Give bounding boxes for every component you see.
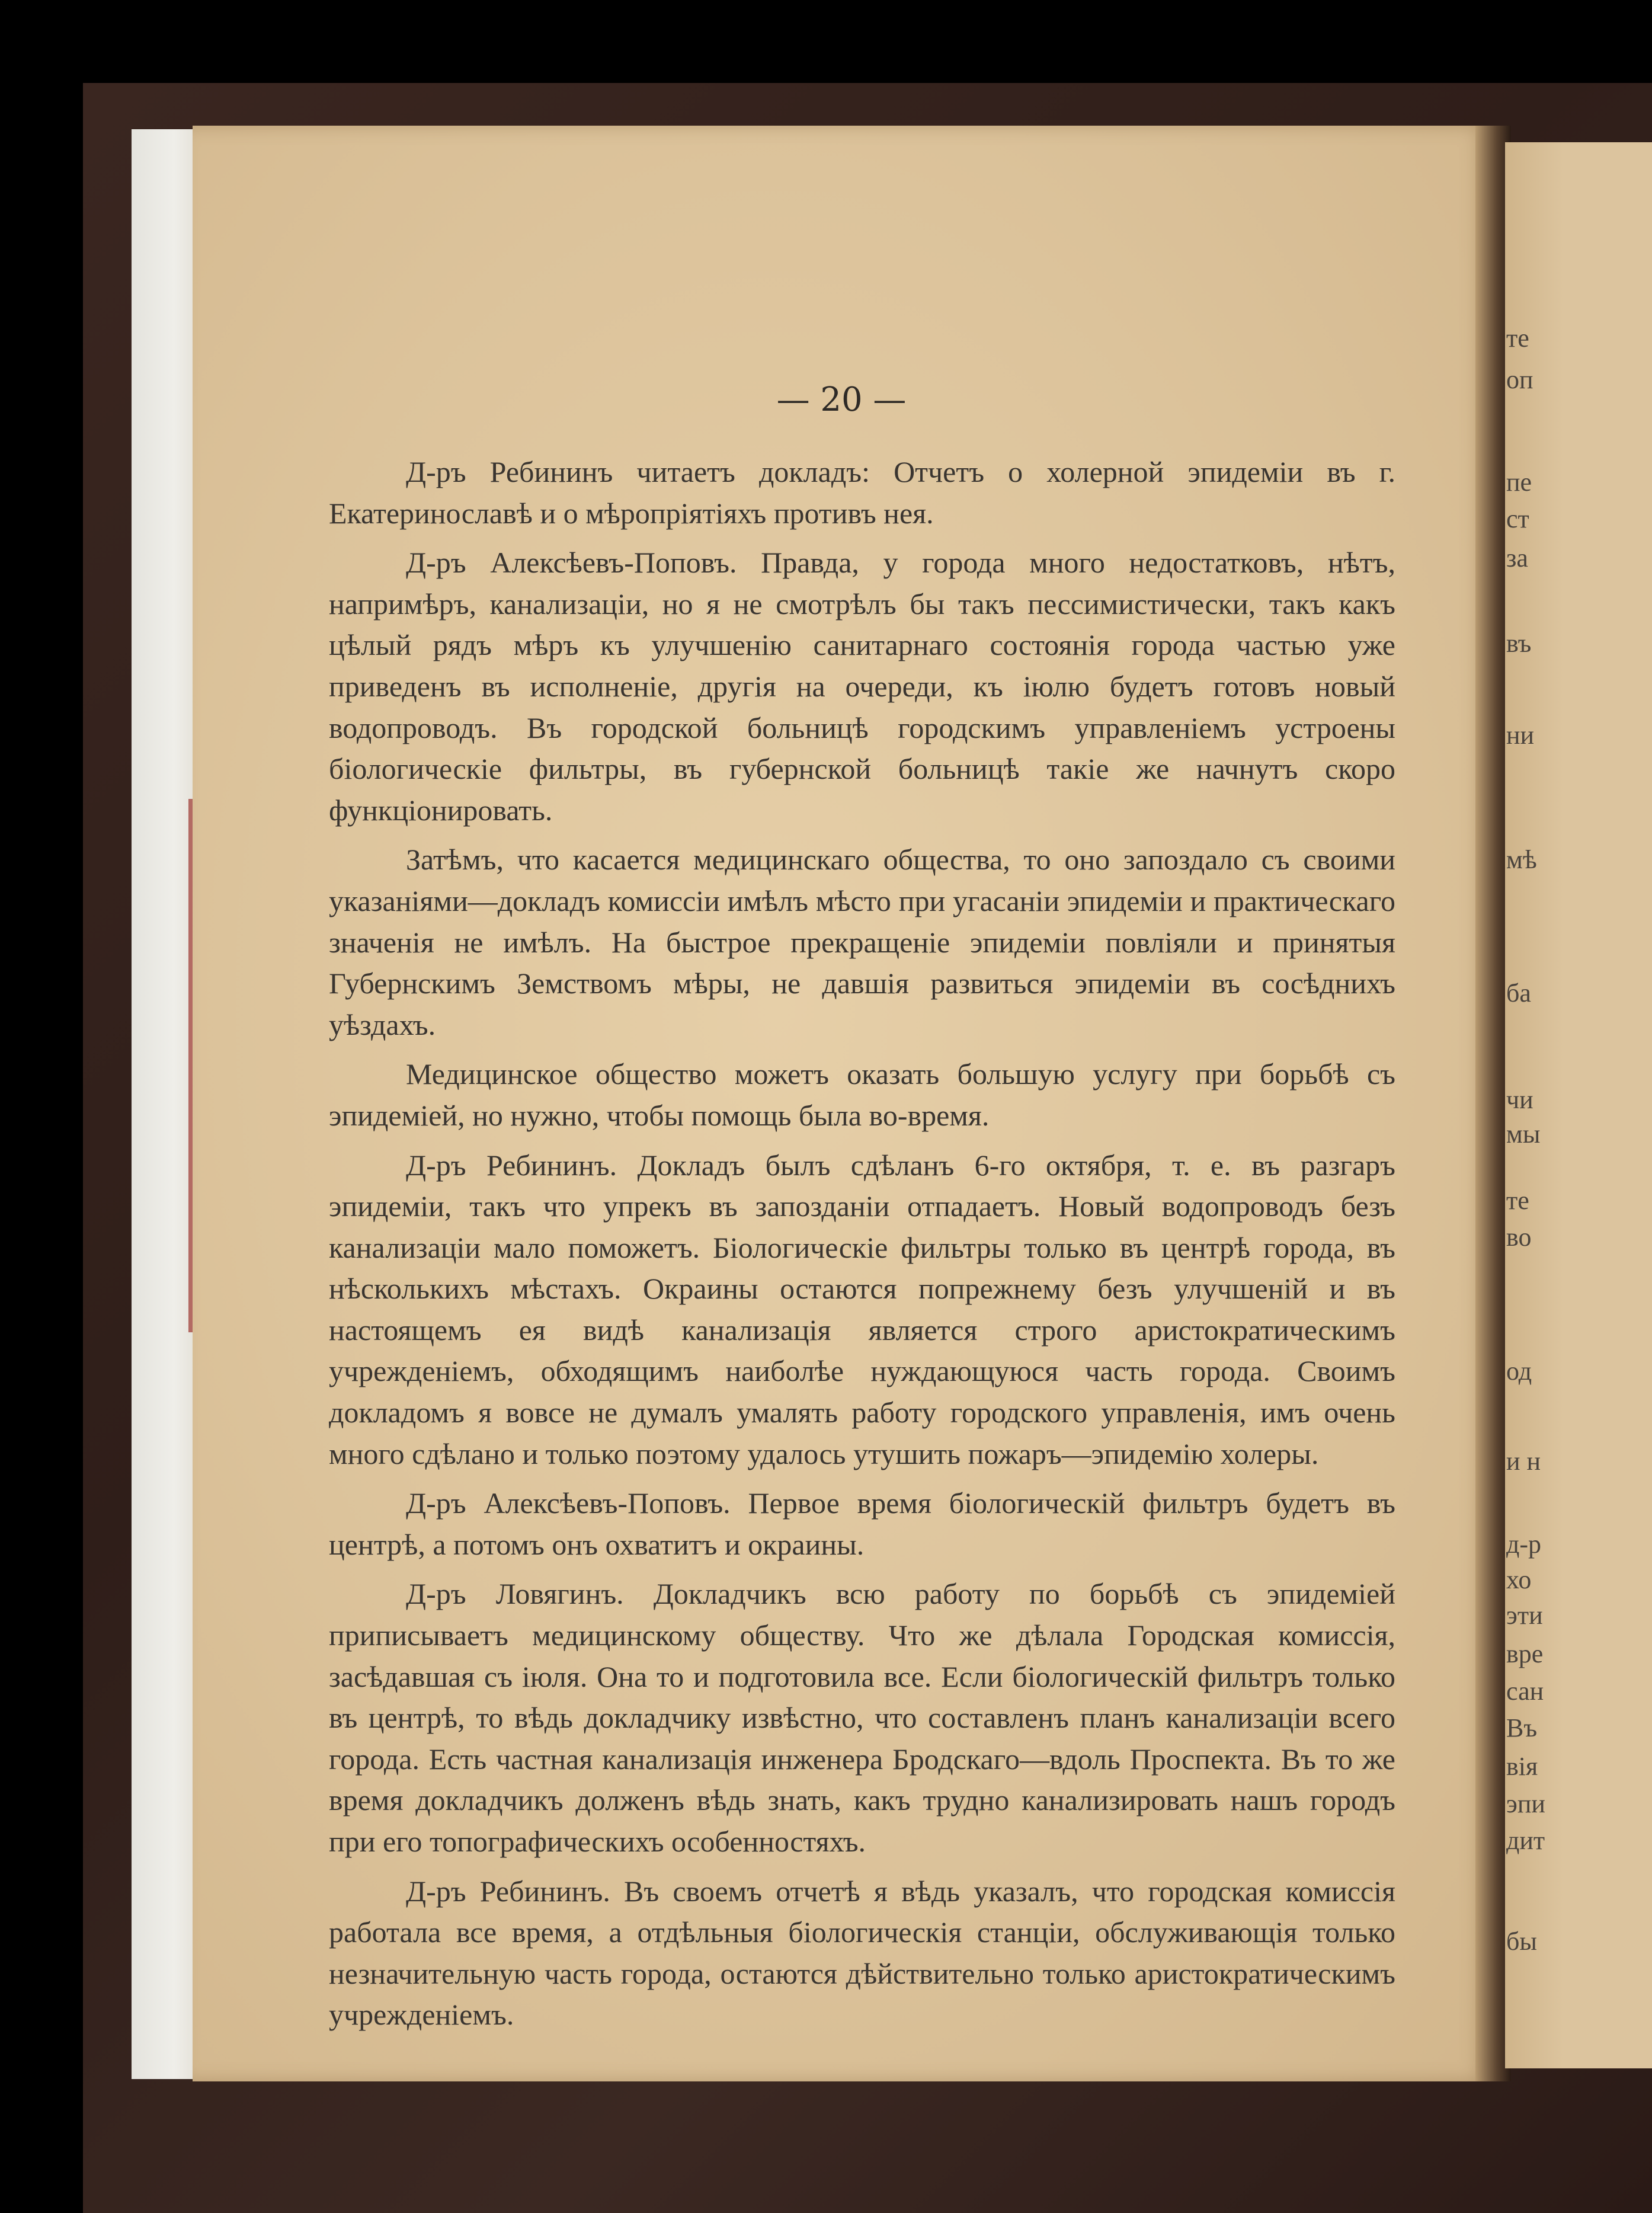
paragraph: Затѣмъ, что касается медицинскаго общества, то оно запоздало съ своими указаніями—докладъ комиссіи имѣлъ мѣсто при угасаніи эпидеміи и практическаго значенія не имѣлъ. На быстрое прекращеніе эпидеміи повліяли и принятыя Губернскимъ Земствомъ мѣры, не давшія развиться эпидеміи въ сосѣднихъ уѣздахъ. <box>329 843 1395 1041</box>
next-page-fragment: д-р <box>1506 1530 1542 1559</box>
next-page-fragment: чи <box>1506 1085 1533 1114</box>
next-page-fragment: и н <box>1506 1447 1541 1476</box>
paragraph: Д-ръ Ловягинъ. Докладчикъ всю работу по борьбѣ съ эпидеміей приписываетъ медицинскому обществу. Что же дѣлала Городская комиссія, засѣдавшая съ іюля. Она то и подготовила все. Если біологическій фильтръ только въ центрѣ, то вѣдь докладчику извѣстно, что составленъ планъ канализаціи всего города. Есть частная канализація инженера Бродскаго—вдоль Проспекта. Въ то же время докладчикъ долженъ вѣдь знать, какъ трудно канализировать нашъ городъ при его топографическихъ особенностяхъ. <box>329 1577 1395 1858</box>
book-page <box>193 126 1490 2081</box>
paragraph: Д-ръ Ребининъ читаетъ докладъ: Отчетъ о холерной эпидеміи въ г. Екатеринославѣ и о мѣропріятіяхъ противъ нея. <box>329 455 1395 530</box>
next-page-fragment: оп <box>1506 365 1533 394</box>
next-page-fragment: вре <box>1506 1639 1544 1668</box>
next-page-fragment: ст <box>1506 504 1529 533</box>
next-page-fragment: ба <box>1506 978 1531 1008</box>
paragraph: Д-ръ Ребининъ. Докладъ былъ сдѣланъ 6-го октября, т. е. въ разгаръ эпидеміи, такъ что упрекъ въ запозданіи отпадаетъ. Новый водопроводъ безъ канализаціи мало поможетъ. Біологическіе фильтры только въ центрѣ города, въ нѣсколькихъ мѣстахъ. Окраины остаются попрежнему безъ улучшеній и въ настоящемъ ея видѣ канализація является строго аристократическимъ учрежденіемъ, обходящимъ наиболѣе нуждающуюся часть города. Своимъ докладомъ я вовсе не думалъ умалять работу городского управленія, имъ очень много сдѣлано и только поэтому удалось утушить пожаръ—эпидемію холеры. <box>329 1148 1395 1470</box>
next-page-fragment: од <box>1506 1357 1532 1386</box>
next-page-fragment: эпи <box>1506 1789 1545 1818</box>
next-page-fragment: сан <box>1506 1677 1544 1706</box>
next-page-edge <box>1505 142 1652 2068</box>
next-page-fragment: мѣ <box>1506 845 1537 874</box>
next-page-fragment: хо <box>1506 1565 1532 1594</box>
page-block-edge <box>132 129 203 2079</box>
page-body <box>329 452 1395 2036</box>
paragraph: Д-ръ Ребининъ. Въ своемъ отчетѣ я вѣдь указалъ, что городская комиссія работала все время, а отдѣльныя біологическія станціи, обслуживающія только незначительную часть города, остаются дѣйствительно только аристократическимъ учрежденіемъ. <box>329 1874 1395 2032</box>
paragraph: Д-ръ Алексѣевъ-Поповъ. Правда, у города много недостатковъ, нѣтъ, напримѣръ, канализаціи, но я не смотрѣлъ бы такъ пессимистически, такъ какъ цѣлый рядъ мѣръ къ улучшенію санитарнаго состоянія города частью уже приведенъ въ исполненіе, другія на очереди, къ іюлю будетъ готовъ новый водопроводъ. Въ городской больницѣ городскимъ управленіемъ устроены біологическіе фильтры, въ губернской больницѣ такіе же начнутъ скоро функціонировать. <box>329 546 1395 827</box>
page-number: — 20 — <box>776 380 907 419</box>
paragraph: Медицинское общество можетъ оказать большую услугу при борьбѣ съ эпидеміей, но нужно, чтобы помощь была во-время. <box>329 1057 1395 1132</box>
next-page-fragment: мы <box>1506 1120 1541 1149</box>
next-page-fragment: бы <box>1506 1927 1537 1956</box>
next-page-fragment: пе <box>1506 468 1532 497</box>
paragraph: Д-ръ Алексѣевъ-Поповъ. Первое время біологическій фильтръ будетъ въ центрѣ, а потомъ онъ охватитъ и окраины. <box>329 1486 1395 1561</box>
next-page-fragment: во <box>1506 1223 1532 1252</box>
next-page-fragment: въ <box>1506 629 1532 658</box>
next-page-fragment: эти <box>1506 1601 1543 1630</box>
next-page-fragment: вія <box>1506 1752 1538 1781</box>
next-page-fragment: те <box>1506 1186 1529 1215</box>
next-page-fragment: за <box>1506 543 1528 573</box>
next-page-fragment: те <box>1506 324 1529 353</box>
next-page-fragment: ни <box>1506 721 1535 750</box>
next-page-fragment: Въ <box>1506 1713 1538 1742</box>
next-page-fragment: дит <box>1506 1826 1545 1855</box>
